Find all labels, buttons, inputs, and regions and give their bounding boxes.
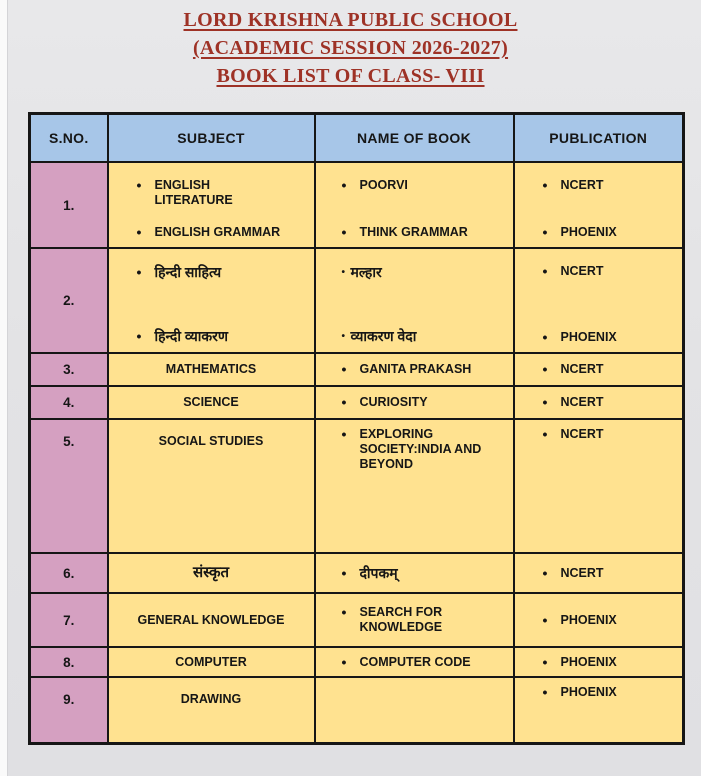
book-list [316,395,513,410]
subject-cell [108,553,315,593]
serial-number: 2. [63,293,75,308]
book-list [316,565,513,582]
table-row [30,677,684,743]
serial-number: 8. [63,654,75,670]
sno-cell [30,162,108,248]
subject-list-item [137,178,314,208]
sno-cell [30,248,108,353]
publication-label: NCERT [560,264,604,278]
publication-list-item [543,330,683,345]
subject-label: ENGLISH LITERATURE [154,178,233,207]
publication-cell [514,353,684,386]
publication-cell [514,553,684,593]
table-row [30,353,684,386]
sno-cell [30,677,108,743]
bullet-icon: • [341,653,347,670]
book-title: दीपकम् [359,564,398,581]
bullet-icon: • [542,394,548,410]
publication-label: NCERT [560,362,604,376]
book-title: CURIOSITY [359,395,428,409]
book-list-item [342,264,513,281]
book-title: SEARCH FOR KNOWLEDGE [359,605,443,634]
table-header-row [30,114,684,163]
publication-label: NCERT [560,427,604,441]
subject-label: ENGLISH GRAMMAR [154,225,281,239]
subject-label: DRAWING [180,692,242,706]
table-row [30,386,684,419]
publication-list [515,170,683,240]
subject-cell [108,353,315,386]
publication-list-item [543,178,683,193]
bullet-icon: • [542,263,548,279]
book-cell [315,677,514,743]
col-header-subject: SUBJECT [108,114,315,163]
publication-label: NCERT [560,178,604,192]
book-title: व्याकरण वेदा [350,328,417,344]
bullet-icon: • [341,564,347,581]
bullet-icon: • [542,684,548,700]
book-cell [315,647,514,677]
sno-cell [30,419,108,553]
bullet-icon: • [542,653,548,670]
col-header-publication: PUBLICATION [514,114,684,163]
bullet-icon: • [341,331,346,342]
serial-number: 3. [63,362,75,377]
publication-list-item [543,395,683,410]
book-cell [315,419,514,553]
academic-session-title: (ACADEMIC SESSION 2026-2027) [192,37,509,59]
sno-cell [30,386,108,419]
book-list-item [342,427,513,472]
publication-list [515,613,683,628]
book-list [316,605,513,635]
publication-label: PHOENIX [560,612,617,627]
publication-list [515,362,683,377]
serial-number: 9. [63,692,75,707]
bullet-icon: • [341,177,347,193]
subject-list [109,256,314,345]
serial-number: 7. [63,612,75,628]
book-list-heading: BOOK LIST OF CLASS- VIII [216,65,485,87]
serial-number: 6. [63,565,75,581]
publication-label: PHOENIX [560,685,617,699]
subject-cell [108,162,315,248]
publication-list-item [543,427,683,442]
book-list [316,420,513,472]
bullet-icon: • [542,224,548,240]
publication-list-item [543,264,683,279]
sno-cell [30,647,108,677]
book-list-table [28,112,685,745]
bullet-icon: • [542,611,548,628]
book-cell [315,593,514,647]
serial-number: 4. [63,395,75,410]
bullet-icon: • [136,224,142,240]
sno-cell [30,593,108,647]
bullet-icon: • [341,394,347,410]
bullet-icon: • [542,329,548,345]
bullet-icon: • [136,328,142,344]
subject-label: COMPUTER [175,654,247,669]
school-name-title: LORD KRISHNA PUBLIC SCHOOL [183,9,518,31]
book-list-item [342,328,513,345]
publication-cell [514,677,684,743]
subject-list-item [137,225,314,240]
publication-cell [514,162,684,248]
publication-label: PHOENIX [560,330,617,344]
book-cell [315,353,514,386]
book-title: POORVI [359,178,408,192]
bullet-icon: • [341,224,347,240]
bullet-icon: • [341,426,347,442]
publication-list-item [543,225,683,240]
book-list-item [342,605,513,635]
book-list-item [342,225,513,240]
sno-cell [30,553,108,593]
publication-label: PHOENIX [560,225,617,239]
subject-cell [108,677,315,743]
col-header-name-of-book: NAME OF BOOK [315,114,514,163]
bullet-icon: • [341,361,347,377]
serial-number: 1. [63,197,75,213]
book-title: GANITA PRAKASH [359,362,472,376]
bullet-icon: • [542,564,548,581]
publication-list [515,256,683,345]
bullet-icon: • [542,426,548,442]
table-row [30,593,684,647]
bullet-icon: • [542,177,548,193]
page-left-margin [0,0,8,776]
bullet-icon: • [136,264,142,280]
publication-list-item [543,362,683,377]
col-header-sno: S.NO. [30,114,108,163]
subject-cell [108,248,315,353]
book-list-item [342,395,513,410]
publication-label: NCERT [560,565,604,580]
publication-list [515,420,683,442]
table-row [30,553,684,593]
publication-list [515,395,683,410]
book-title: मल्हार [350,264,382,280]
serial-number: 5. [63,434,75,449]
publication-list [515,678,683,700]
table-row [30,162,684,248]
subject-label: MATHEMATICS [165,362,257,376]
bullet-icon: • [136,177,142,193]
publication-list-item [543,613,683,628]
table-row [30,419,684,553]
subject-cell [108,593,315,647]
subject-label: संस्कृत [192,564,230,581]
sno-cell [30,353,108,386]
publication-list-item [543,566,683,581]
table-row [30,647,684,677]
subject-list-item [137,264,314,281]
publication-cell [514,593,684,647]
subject-list [109,170,314,240]
bullet-icon: • [341,604,347,620]
subject-cell [108,647,315,677]
bullet-icon: • [341,267,346,278]
book-title: THINK GRAMMAR [359,225,468,239]
subject-label: SCIENCE [183,395,239,409]
subject-label: हिन्दी साहित्य [154,264,222,280]
publication-cell [514,419,684,553]
book-cell [315,162,514,248]
book-list-item [342,178,513,193]
subject-cell [108,386,315,419]
book-list [316,655,513,670]
book-cell [315,553,514,593]
book-title: EXPLORING SOCIETY:INDIA AND BEYOND [359,427,482,471]
publication-cell [514,248,684,353]
publication-list-item [543,655,683,670]
subject-label: हिन्दी व्याकरण [154,328,228,344]
publication-cell [514,386,684,419]
publication-label: PHOENIX [560,654,617,669]
publication-label: NCERT [560,395,604,409]
subject-cell [108,419,315,553]
publication-list [515,655,683,670]
subject-label: SOCIAL STUDIES [158,434,264,448]
publication-list-item [543,685,683,700]
book-list [316,170,513,240]
subject-label: GENERAL KNOWLEDGE [137,612,285,627]
table-row [30,248,684,353]
book-list-item [342,565,513,582]
subject-list-item [137,328,314,345]
book-list [316,362,513,377]
book-list-item [342,655,513,670]
bullet-icon: • [542,361,548,377]
publication-cell [514,647,684,677]
book-list-item [342,362,513,377]
book-title: COMPUTER CODE [359,654,471,669]
book-cell [315,386,514,419]
book-list [316,256,513,345]
publication-list [515,566,683,581]
book-cell [315,248,514,353]
document-title-block [0,6,701,90]
